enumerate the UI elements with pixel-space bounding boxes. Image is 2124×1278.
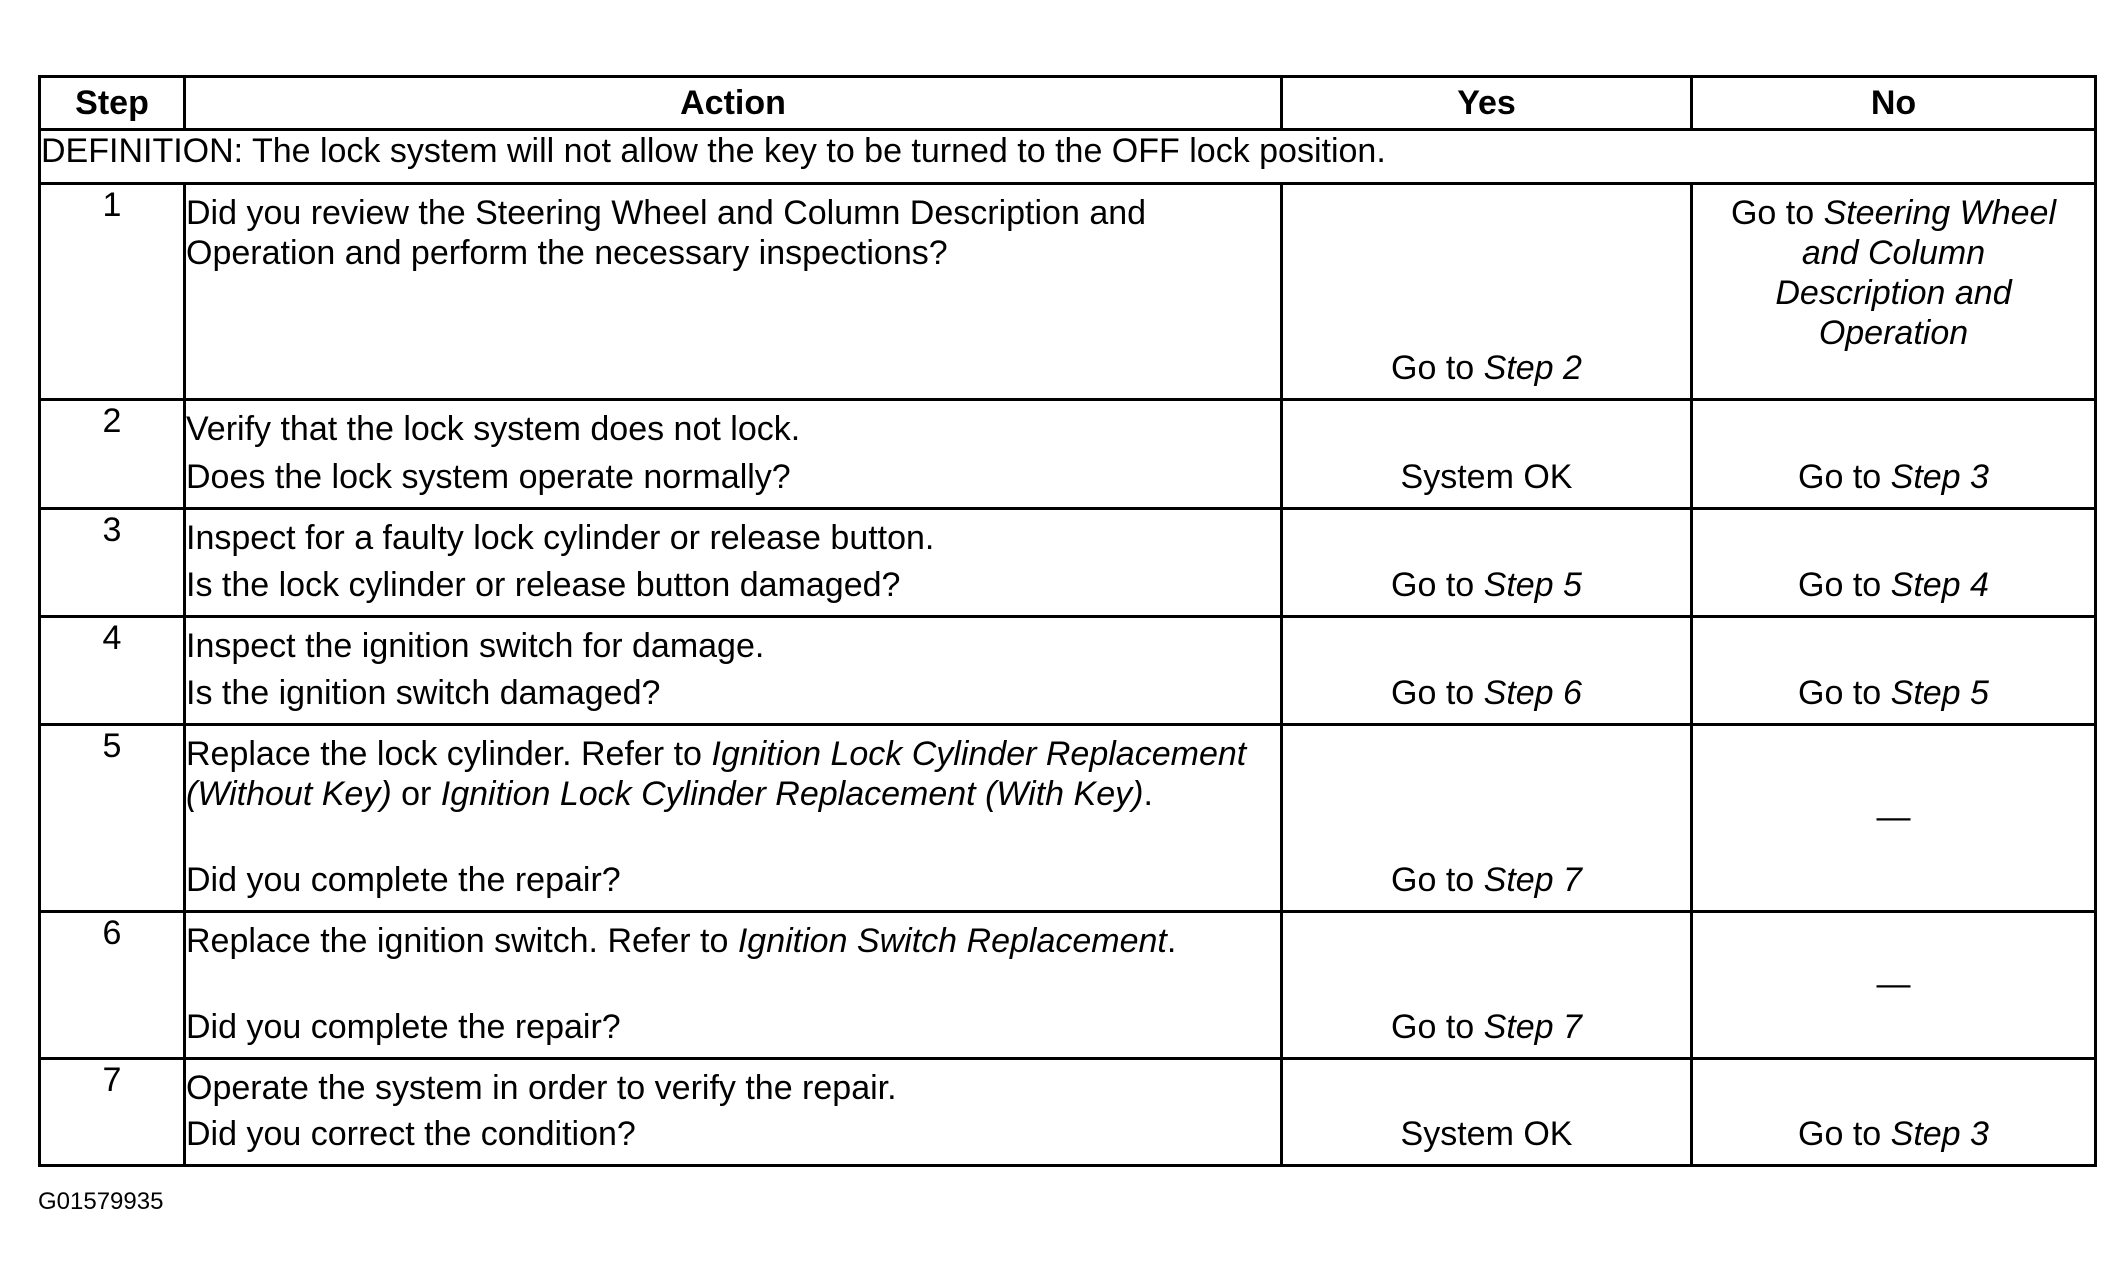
yes-step-reference: Step 5: [1483, 566, 1582, 604]
yes-cell: [1282, 912, 1692, 1059]
no-reference-part1: Steering Wheel: [1823, 194, 2057, 232]
yes-step-reference: Step 7: [1483, 861, 1582, 899]
no-result: [1693, 673, 2094, 713]
no-cell: [1692, 725, 2096, 912]
no-step-reference: Step 3: [1890, 1115, 1989, 1153]
step-number: 7: [40, 1059, 185, 1166]
header-row: [40, 77, 2096, 130]
yes-cell: [1282, 725, 1692, 912]
yes-result: [1283, 673, 1690, 713]
no-result: [1693, 565, 2094, 605]
table-row: [40, 725, 2096, 912]
action-reference: Ignition Lock Cylinder Replacement (Without Key): [186, 735, 1247, 813]
no-cell: [1692, 184, 2096, 400]
yes-step-reference: Step 6: [1483, 674, 1582, 712]
action-instruction: [186, 921, 1280, 961]
no-result: [1693, 193, 2094, 233]
no-prefix: Go to: [1798, 566, 1891, 604]
table-row: [40, 617, 2096, 725]
yes-cell: [1282, 400, 1692, 509]
yes-result: System OK: [1400, 458, 1573, 496]
yes-cell: [1282, 1059, 1692, 1166]
no-result: —: [1876, 798, 1911, 836]
action-reference: Ignition Switch Replacement: [737, 922, 1167, 960]
yes-prefix: Go to: [1391, 1008, 1484, 1046]
no-cell: [1692, 509, 2096, 617]
yes-result: [1283, 565, 1690, 605]
action-text: .: [1166, 922, 1177, 960]
action-cell: [185, 400, 1282, 509]
action-cell: [185, 725, 1282, 912]
step-number: 2: [40, 400, 185, 509]
table-row: [40, 509, 2096, 617]
table-row: [40, 184, 2096, 400]
yes-step-reference: Step 2: [1483, 349, 1582, 387]
action-cell: [185, 912, 1282, 1059]
no-prefix: Go to: [1798, 458, 1891, 496]
no-prefix: Go to: [1798, 674, 1891, 712]
header-yes: Yes: [1282, 77, 1692, 130]
no-cell: [1692, 1059, 2096, 1166]
no-cell: [1692, 400, 2096, 509]
action-instruction: Did you review the Steering Wheel and Column Description and Operation and perform the necessary inspections?: [186, 194, 1147, 272]
no-result: —: [1876, 965, 1911, 1003]
figure-id: G01579935: [38, 1188, 164, 1215]
definition-text: DEFINITION: The lock system will not allow the key to be turned to the OFF lock position.: [40, 130, 2096, 184]
no-step-reference: Step 5: [1890, 674, 1989, 712]
no-cell: [1692, 617, 2096, 725]
action-text: Replace the lock cylinder. Refer to: [186, 735, 712, 773]
yes-prefix: Go to: [1391, 674, 1484, 712]
step-number: 1: [40, 184, 185, 400]
action-text: .: [1143, 775, 1153, 813]
header-no: No: [1692, 77, 2096, 130]
action-text: Replace the ignition switch. Refer to: [186, 922, 738, 960]
action-question: Did you complete the repair?: [186, 1008, 621, 1046]
action-cell: [185, 1059, 1282, 1166]
no-prefix: Go to: [1730, 194, 1824, 232]
yes-result: [1283, 860, 1690, 900]
yes-result: [1283, 1007, 1690, 1047]
yes-prefix: Go to: [1391, 349, 1484, 387]
step-number: 4: [40, 617, 185, 725]
step-number: 3: [40, 509, 185, 617]
no-step-reference: Step 3: [1890, 458, 1989, 496]
action-question: Did you correct the condition?: [186, 1115, 636, 1153]
table-row: [40, 400, 2096, 509]
definition-row: [40, 130, 2096, 184]
action-question: Is the ignition switch damaged?: [186, 674, 661, 712]
action-question: Is the lock cylinder or release button damaged?: [186, 566, 901, 604]
action-text: or: [391, 775, 441, 813]
yes-cell: [1282, 184, 1692, 400]
action-instruction: Verify that the lock system does not lock.: [186, 410, 801, 448]
yes-prefix: Go to: [1391, 861, 1484, 899]
no-reference-part2: and Column Description and Operation: [1775, 234, 2012, 352]
table-row: [40, 1059, 2096, 1166]
no-prefix: Go to: [1798, 1115, 1891, 1153]
step-number: 5: [40, 725, 185, 912]
action-instruction: Operate the system in order to verify the repair.: [186, 1069, 897, 1107]
action-instruction: Inspect for a faulty lock cylinder or release button.: [186, 519, 935, 557]
header-action: Action: [185, 77, 1282, 130]
step-number: 6: [40, 912, 185, 1059]
action-reference: Ignition Lock Cylinder Replacement (With Key): [440, 775, 1144, 813]
header-step: Step: [40, 77, 185, 130]
action-cell: [185, 509, 1282, 617]
action-instruction: [186, 734, 1280, 814]
yes-step-reference: Step 7: [1483, 1008, 1582, 1046]
action-question: Does the lock system operate normally?: [186, 458, 791, 496]
yes-prefix: Go to: [1391, 566, 1484, 604]
no-result: [1693, 457, 2094, 497]
yes-result: [1283, 348, 1690, 388]
no-step-reference: Step 4: [1890, 566, 1989, 604]
yes-result: System OK: [1400, 1115, 1573, 1153]
action-cell: [185, 184, 1282, 400]
yes-cell: [1282, 509, 1692, 617]
diagnostic-table: [38, 75, 2097, 1167]
table-row: [40, 912, 2096, 1059]
no-result: [1693, 1114, 2094, 1154]
action-question: Did you complete the repair?: [186, 861, 621, 899]
action-cell: [185, 617, 1282, 725]
no-cell: [1692, 912, 2096, 1059]
action-instruction: Inspect the ignition switch for damage.: [186, 627, 765, 665]
yes-cell: [1282, 617, 1692, 725]
